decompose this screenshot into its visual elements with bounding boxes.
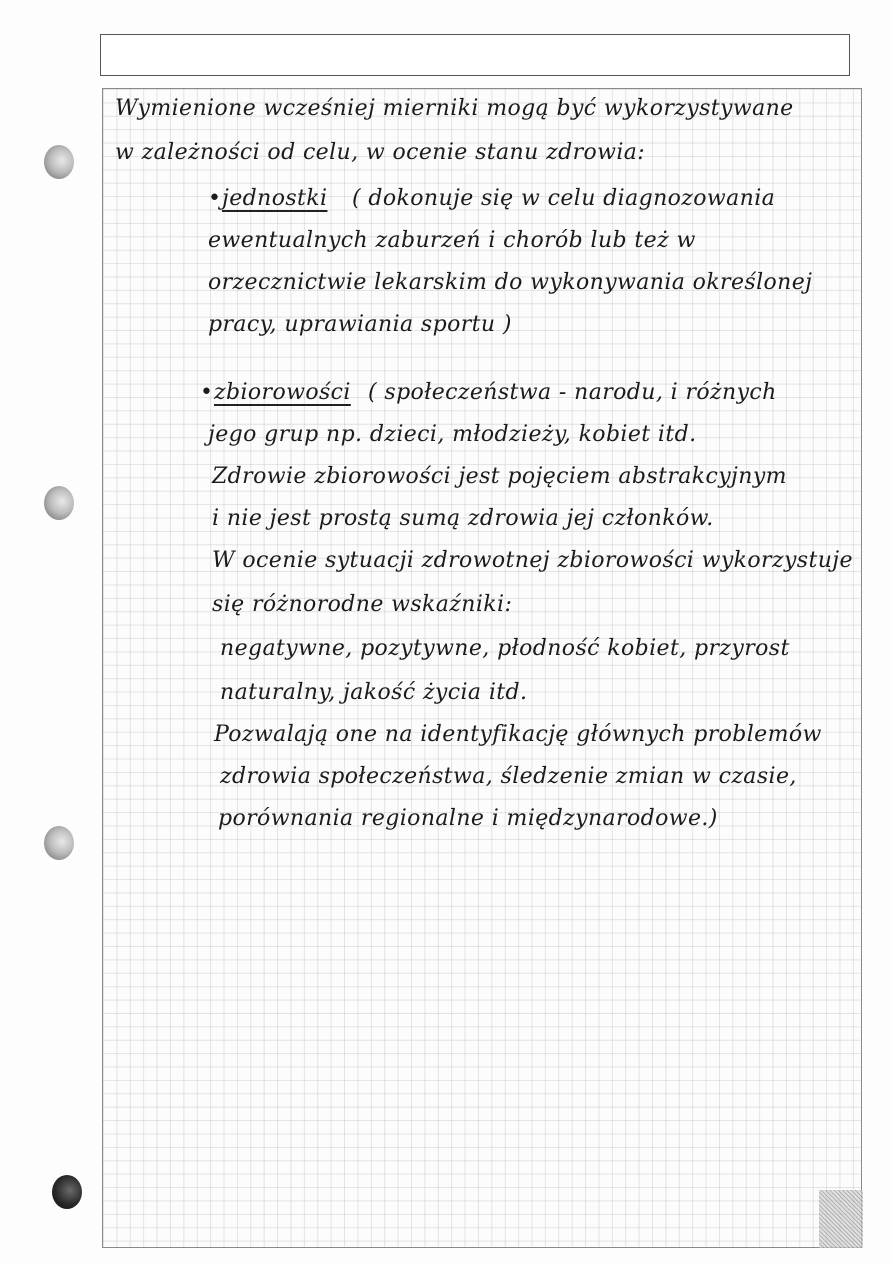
bullet-jednostki: •	[208, 186, 222, 211]
bullet-zbiorowosci: •	[200, 380, 214, 405]
zbiorowosci-line: Zdrowie zbiorowości jest pojęciem abstrakcyjnym	[212, 464, 787, 489]
jednostki-line: ( dokonuje się w celu diagnozowania	[352, 186, 776, 211]
punch-hole	[52, 1175, 82, 1209]
zbiorowosci-line: porównania regionalne i międzynarodowe.)	[218, 806, 718, 831]
jednostki-line: ewentualnych zaburzeń i chorób lub też w	[208, 228, 696, 253]
header-box	[100, 34, 850, 76]
zbiorowosci-line: się różnorodne wskaźniki:	[212, 592, 513, 617]
intro-line-2: w zależności od celu, w ocenie stanu zdrowia:	[115, 140, 646, 165]
zbiorowosci-line: ( społeczeństwa - narodu, i różnych	[368, 380, 777, 405]
zbiorowosci-line: naturalny, jakość życia itd.	[220, 680, 528, 705]
punch-hole	[44, 486, 74, 520]
zbiorowosci-line: W ocenie sytuacji zdrowotnej zbiorowości wykorzystuje	[212, 548, 853, 573]
punch-hole	[44, 826, 74, 860]
zbiorowosci-line: negatywne, pozytywne, płodność kobiet, przyrost	[220, 636, 790, 661]
jednostki-line: orzecznictwie lekarskim do wykonywania określonej	[208, 270, 813, 295]
zbiorowosci-line: jego grup np. dzieci, młodzieży, kobiet itd.	[208, 422, 697, 447]
zbiorowosci-line: i nie jest prostą sumą zdrowia jej członków.	[212, 506, 714, 531]
zbiorowosci-line: Pozwalają one na identyfikację głównych problemów	[214, 722, 822, 747]
intro-line-1: Wymienione wcześniej mierniki mogą być wykorzystywane	[115, 96, 794, 121]
term-jednostki: jednostki	[222, 186, 328, 211]
term-zbiorowosci: zbiorowości	[214, 380, 351, 405]
zbiorowosci-line: zdrowia społeczeństwa, śledzenie zmian w czasie,	[220, 764, 797, 789]
punch-hole	[44, 145, 74, 179]
grid-paper	[102, 88, 862, 1248]
corner-shading	[819, 1190, 863, 1248]
jednostki-line: pracy, uprawiania sportu )	[208, 312, 512, 337]
